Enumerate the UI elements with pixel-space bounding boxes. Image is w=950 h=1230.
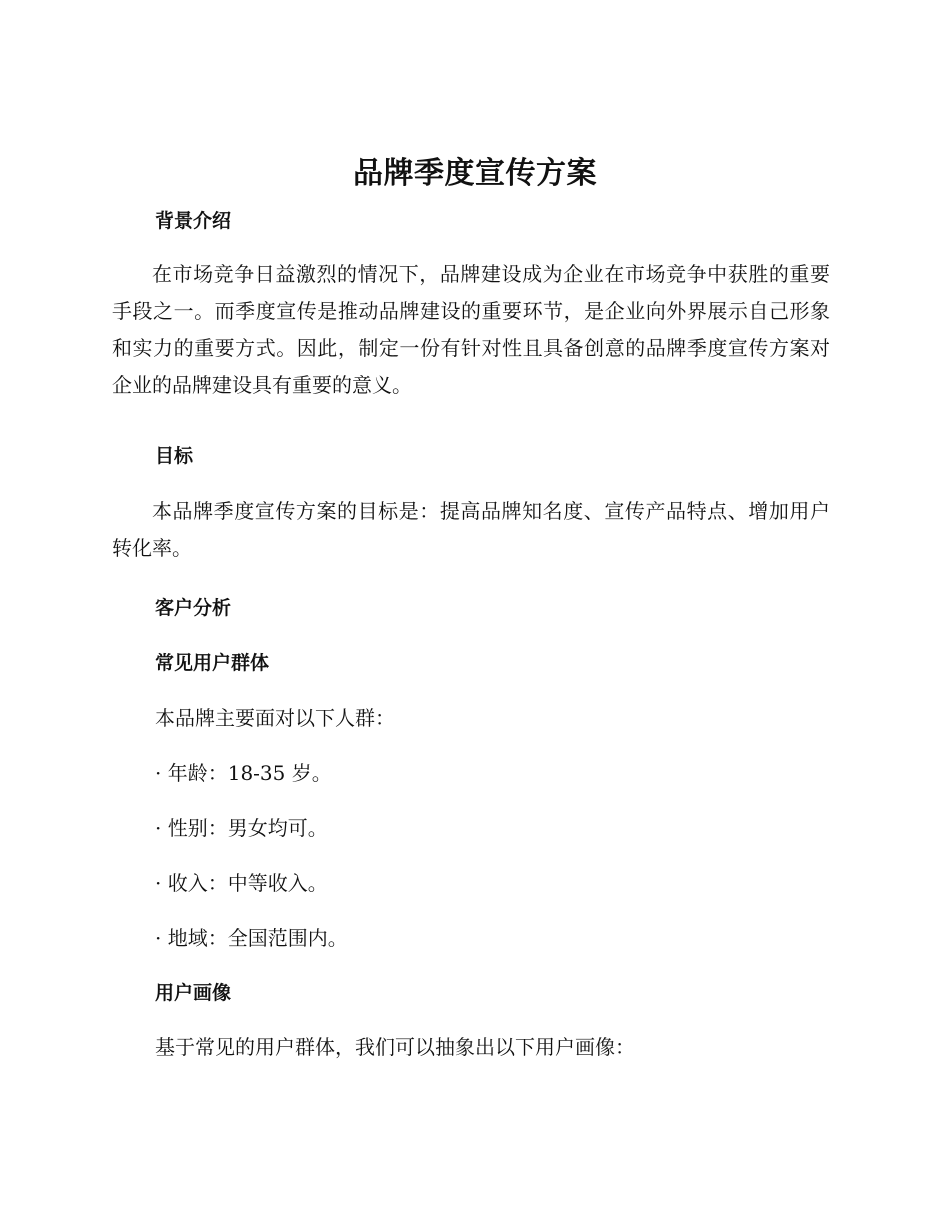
user-persona-intro: 基于常见的用户群体，我们可以抽象出以下用户画像：: [155, 1035, 635, 1059]
paragraph-goal: 本品牌季度宣传方案的目标是：提高品牌知名度、宣传产品特点、增加用户转化率。: [112, 499, 830, 560]
list-item-gender: · 性别：男女均可。: [155, 816, 328, 840]
list-item-region: · 地域：全国范围内。: [155, 926, 348, 950]
heading-goal: 目标: [155, 445, 194, 467]
heading-user-persona: 用户画像: [155, 982, 232, 1004]
user-groups-intro: 本品牌主要面对以下人群：: [155, 706, 395, 730]
list-item-age: · 年龄：18-35 岁。: [155, 761, 332, 785]
document-title: 品牌季度宣传方案: [353, 156, 597, 191]
heading-customer-analysis: 客户分析: [155, 597, 232, 619]
list-item-income: · 收入：中等收入。: [155, 871, 328, 895]
heading-user-groups: 常见用户群体: [155, 652, 270, 674]
heading-background: 背景介绍: [155, 210, 232, 232]
paragraph-background: 在市场竞争日益激烈的情况下，品牌建设成为企业在市场竞争中获胜的重要手段之一。而季度宣传是推动品牌建设的重要环节，是企业向外界展示自己形象和实力的重要方式。因此，制定一份有针对性且具备创意的品牌季度宣传方案对企业的品牌建设具有重要的意义。: [112, 262, 830, 397]
